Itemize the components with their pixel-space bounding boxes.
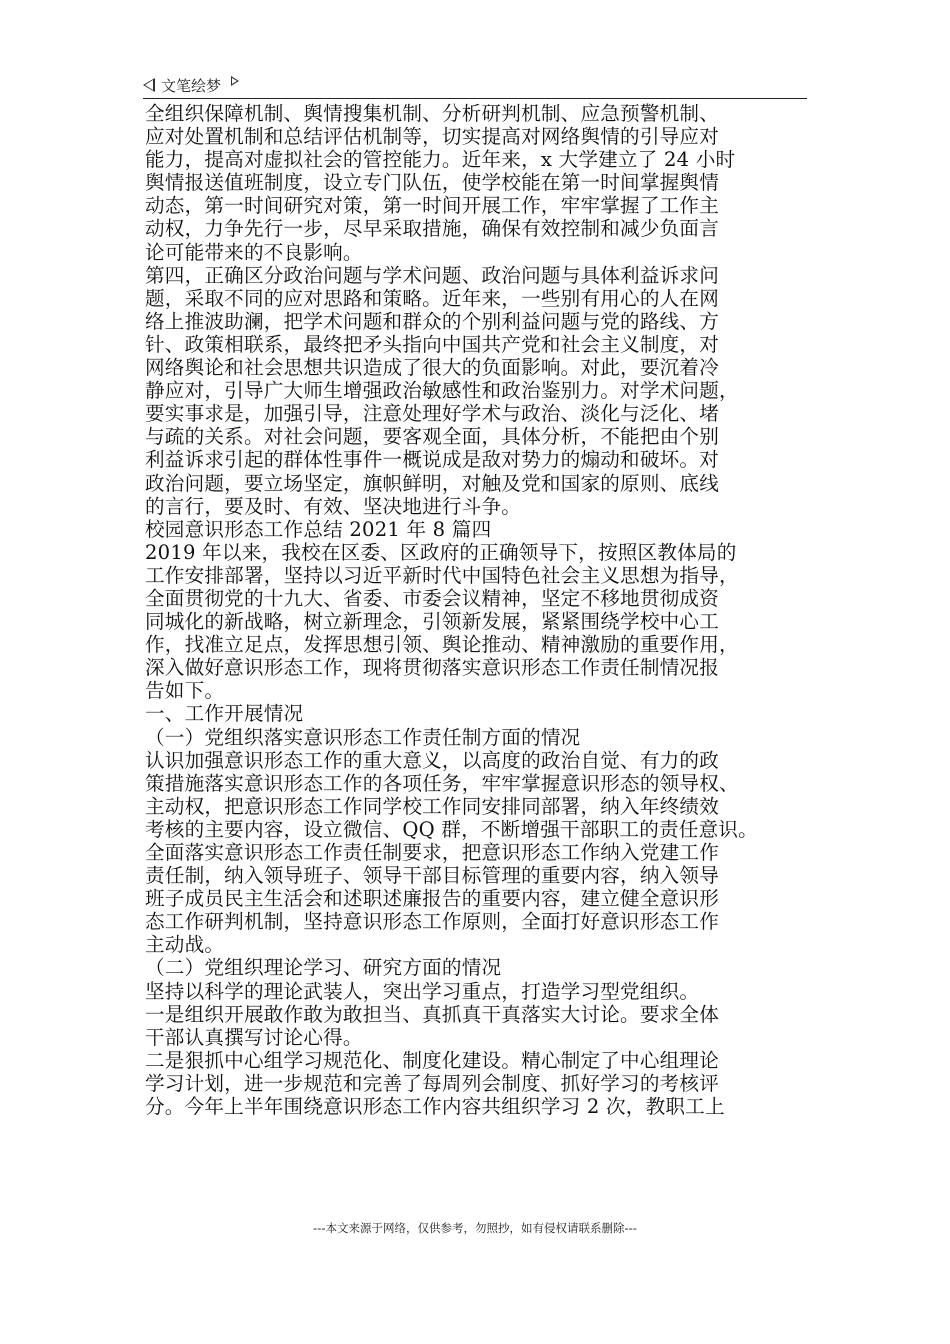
text-line: 学习计划，进一步规范和完善了每周列会制度、抓好学习的考核评 [145,1071,720,1095]
triangle-left-icon [143,78,155,92]
text-line: 动权，力争先行一步，尽早采取措施，确保有效控制和减少负面言 [145,217,720,241]
text-line: 校园意识形态工作总结 2021 年 8 篇四 [145,517,492,541]
text-line: 2019 年以来，我校在区委、区政府的正确领导下，按照区教体局的 [145,540,737,564]
paragraph [145,1049,809,1118]
text-line: 论可能带来的不良影响。 [145,240,363,264]
paragraph [145,1003,809,1049]
text-line: 二是狠抓中心组学习规范化、制度化建设。精心制定了中心组理论 [145,1048,720,1072]
text-line: 同城化的新战略，树立新理念，引领新发展，紧紧围绕学校中心工 [145,610,720,634]
text-line: 工作安排部署，坚持以习近平新时代中国特色社会主义思想为指导， [145,563,739,587]
header-brand: 文笔绘梦 [161,76,222,95]
header-divider [143,98,807,99]
text-line: 策措施落实意识形态工作的各项任务，牢牢掌握意识形态的领导权、 [145,771,739,795]
paragraph [145,980,809,1003]
text-line: 动态，第一时间研究对策，第一时间开展工作，牢牢掌握了工作主 [145,194,720,218]
text-line: 第四，正确区分政治问题与学术问题、政治问题与具体利益诉求问 [145,263,720,287]
text-line: 一是组织开展敢作敢为敢担当、真抓真干真落实大讨论。要求全体 [145,1002,720,1026]
text-line: 全面落实意识形态工作责任制要求，把意识形态工作纳入党建工作 [145,841,720,864]
triangle-right-icon [231,76,239,86]
paragraph [145,702,809,725]
paragraph [145,541,809,703]
text-line: 静应对，引导广大师生增强政治敏感性和政治鉴别力。对学术问题， [145,379,739,403]
text-line: 与疏的关系。对社会问题，要客观全面，具体分析，不能把由个别 [145,425,720,449]
text-line: （二）党组织理论学习、研究方面的情况 [145,956,502,980]
footer-disclaimer: ---本文来源于网络，仅供参考，勿照抄，如有侵权请联系删除--- [313,1221,637,1235]
text-line: 主动战。 [145,933,225,957]
paragraph [145,518,809,541]
text-line: 一、工作开展情况 [145,702,304,726]
document-body [145,102,809,1118]
text-line: 坚持以科学的理论武装人，突出学习重点，打造学习型党组织。 [145,979,700,1003]
text-line: 分。今年上半年围绕意识形态工作内容共组织学习 2 次，教职工上 [145,1095,725,1119]
text-line: 责任制，纳入领导班子、领导干部目标管理的重要内容，纳入领导 [145,864,720,888]
text-line: 全组织保障机制、舆情搜集机制、分析研判机制、应急预警机制、 [145,102,720,125]
text-line: 络上推波助澜，把学术问题和群众的个别利益问题与党的路线、方 [145,309,720,333]
text-line: 全面贯彻党的十九大、省委、市委会议精神，坚定不移地贯彻成资 [145,586,720,610]
text-line: 班子成员民主生活会和述职述廉报告的重要内容，建立健全意识形 [145,887,720,911]
text-line: 告如下。 [145,679,225,703]
paragraph [145,264,809,518]
text-line: 针、政策相联系，最终把矛头指向中国共产党和社会主义制度，对 [145,332,720,356]
text-line: 干部认真撰写讨论心得。 [145,1025,363,1049]
text-line: 考核的主要内容，设立微信、QQ 群，不断增强干部职工的责任意识。 [145,817,758,841]
paragraph [145,956,809,979]
text-line: 认识加强意识形态工作的重大意义，以高度的政治自觉、有力的政 [145,748,720,772]
page-header [143,72,239,98]
paragraph [145,749,809,957]
text-line: 主动权，把意识形态工作同学校工作同安排同部署，纳入年终绩效 [145,794,720,818]
text-line: 能力，提高对虚拟社会的管控能力。近年来，x 大学建立了 24 小时 [145,148,736,172]
text-line: 网络舆论和社会思想共识造成了很大的负面影响。对此，要沉着冷 [145,356,720,380]
text-line: 舆情报送值班制度，设立专门队伍，使学校能在第一时间掌握舆情 [145,171,720,195]
text-line: 利益诉求引起的群体性事件一概说成是敌对势力的煽动和破坏。对 [145,448,720,472]
text-line: 应对处置机制和总结评估机制等，切实提高对网络舆情的引导应对 [145,125,720,149]
paragraph [145,726,809,749]
text-line: （一）党组织落实意识形态工作责任制方面的情况 [145,725,581,749]
text-line: 要实事求是，加强引导，注意处理好学术与政治、淡化与泛化、堵 [145,402,720,426]
text-line: 作，找准立足点，发挥思想引领、舆论推动、精神激励的重要作用， [145,633,739,657]
text-line: 深入做好意识形态工作，现将贯彻落实意识形态工作责任制情况报 [145,656,720,680]
text-line: 的言行，要及时、有效、坚决地进行斗争。 [145,494,522,518]
text-line: 政治问题，要立场坚定，旗帜鲜明，对触及党和国家的原则、底线 [145,471,720,495]
paragraph [145,102,809,264]
text-line: 态工作研判机制，坚持意识形态工作原则，全面打好意识形态工作 [145,910,720,934]
text-line: 题，采取不同的应对思路和策略。近年来，一些别有用心的人在网 [145,286,720,310]
